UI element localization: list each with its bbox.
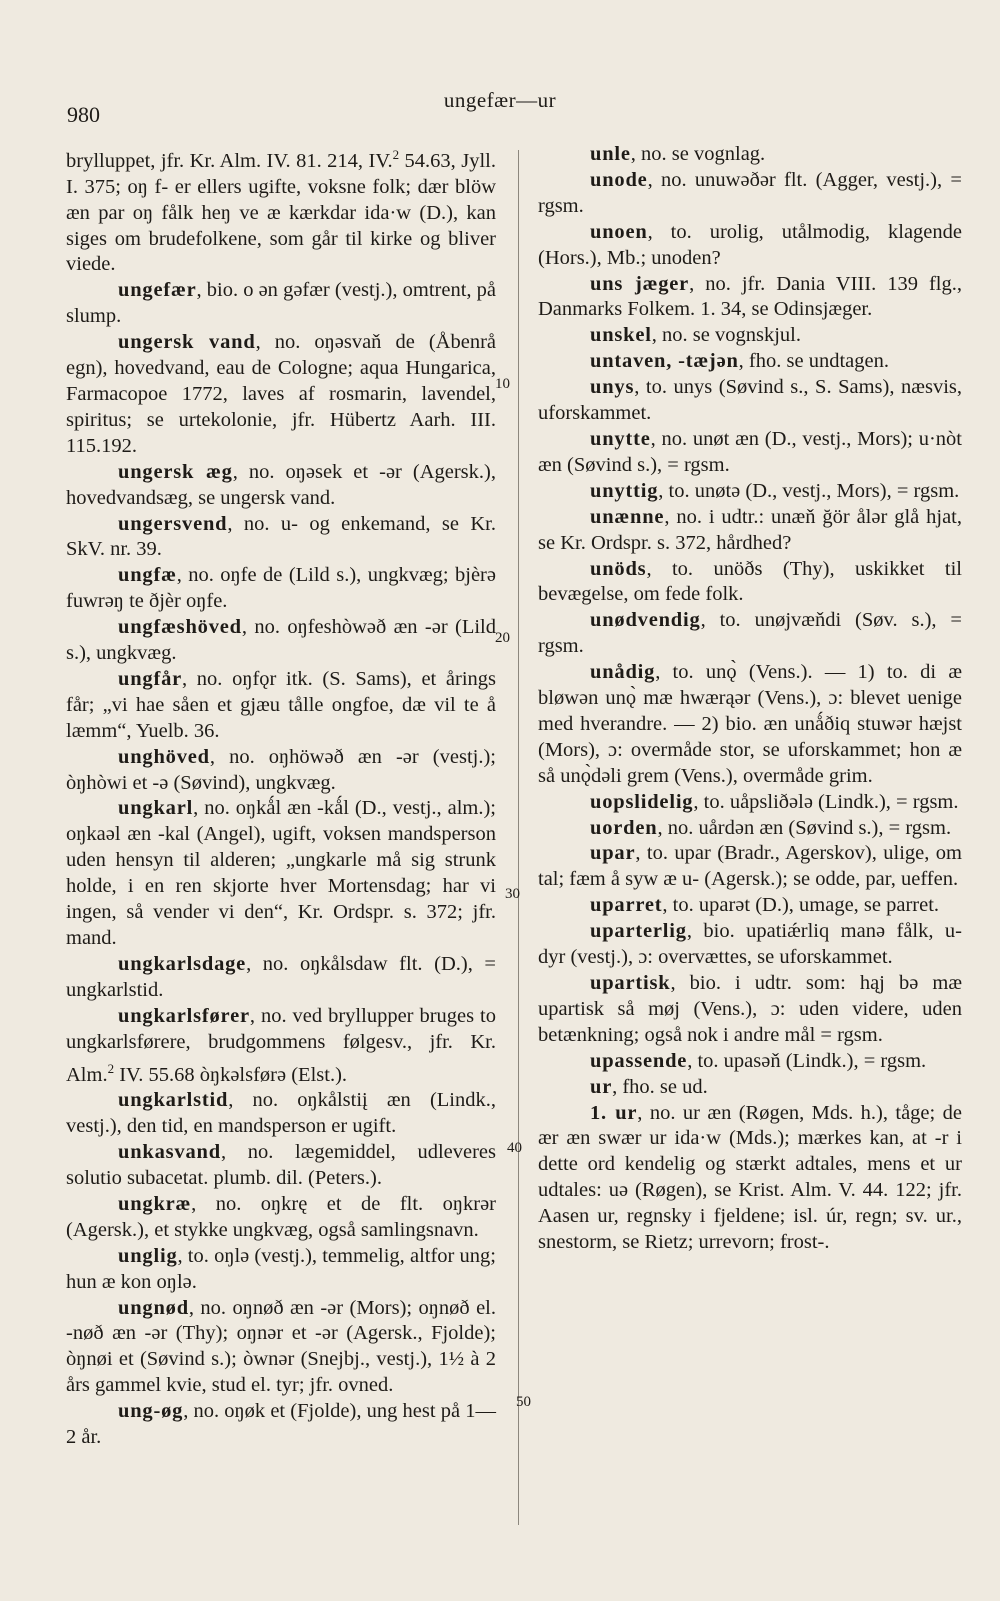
- entry-text: , no. oŋəsvaň de (Åbenrå egn), hovedvand, eau de Cologne; aqua Hungarica, Farmacopoe 1772, laves af rosmarin, lavendel, spiritus; se urtekolonie, jfr. Hübertz Aarh. III. 115.192.: [66, 331, 496, 457]
- entry-headword: ungnød: [118, 1296, 189, 1319]
- dictionary-entry: [538, 479, 962, 505]
- entry-headword: ung-øg: [118, 1400, 184, 1423]
- entry-headword: 1. ur: [590, 1101, 638, 1124]
- entry-headword: untaven, -tæjən: [590, 350, 739, 373]
- entry-text: , no. jfr. Dania VIII. 139 flg., Danmarks Folkem. 1. 34, se Odinsjæger.: [538, 272, 962, 321]
- entry-headword: ungkarlsdage: [118, 952, 247, 975]
- dictionary-entry: [66, 796, 496, 951]
- entry-text: , bio. upatiǽrliq manə fålk, u- dyr (vestj.), ɔ: overvættes, se uforskammet.: [538, 920, 962, 969]
- entry-headword: unys: [590, 376, 635, 399]
- line-number: 30: [505, 886, 520, 902]
- left-column: [66, 142, 496, 1451]
- entry-headword: ur: [590, 1075, 613, 1098]
- entry-text: , to. unøjvæňdi (Søv. s.), = rgsm.: [538, 609, 962, 658]
- dictionary-entry: [538, 1075, 962, 1101]
- entry-text: , no. oŋhöwəð æn -ər (vestj.); òŋhòwi et -ə (Søvind), ungkvæg.: [66, 745, 496, 794]
- dictionary-entry: [538, 557, 962, 609]
- entry-headword: uparterlig: [590, 920, 687, 943]
- entry-text: , to. uparət (D.), umage, se parret.: [662, 894, 940, 917]
- entry-text: , no. uårdən æn (Søvind s.), = rgsm.: [657, 816, 952, 839]
- entry-headword: ungkarlstid: [118, 1089, 229, 1112]
- entry-text: , no. oŋkrę et de flt. oŋkrər (Agersk.), et stykke ungkvæg, også samlingsnavn.: [66, 1192, 496, 1241]
- entry-text: , no. se vognskjul.: [651, 324, 801, 347]
- entry-headword: unöds: [590, 557, 647, 580]
- entry-headword: upar: [590, 842, 636, 865]
- dictionary-entry: [66, 667, 496, 745]
- entry-headword: ungefær: [118, 279, 197, 302]
- dictionary-entry: [538, 1101, 962, 1256]
- entry-text: , no. ved bryllupper bruges to ungkarlsførere, brudgommens følgesv., jfr. Kr. Alm.: [66, 1004, 496, 1086]
- entry-text: , to. unys (Søvind s., S. Sams), næsvis, uforskammet.: [538, 376, 962, 425]
- entry-headword: unyttig: [590, 479, 659, 502]
- dictionary-entry: [538, 272, 962, 324]
- superscript: 2: [392, 147, 400, 162]
- entry-text: , bio. i udtr. som: hąj bə mæ upartisk så møj (Vens.), ɔ: uden videre, uden betænkning; også nok i andre mål = rgsm.: [538, 972, 962, 1046]
- column-divider: [518, 150, 519, 1525]
- entry-headword: unghöved: [118, 745, 210, 768]
- entry-text: , no. oŋfeshòwəð æn -ər (Lild s.), ungkvæg.: [66, 616, 496, 665]
- entry-headword: unytte: [590, 427, 651, 450]
- entry-text: , no. i udtr.: unæň ğör ålər glå hjat, se Kr. Ordspr. s. 372, hårdhed?: [538, 505, 962, 554]
- dictionary-entry: [66, 1296, 496, 1400]
- entry-text: , to. upar (Bradr., Agerskov), ulige, om tal; fæm å syw æ u- (Agersk.); se odde, par, ueffen.: [538, 842, 962, 891]
- dictionary-entry: [538, 971, 962, 1049]
- entry-headword: uparret: [590, 894, 663, 917]
- dictionary-entry: [538, 660, 962, 790]
- entry-text: , to. unǫ̀ (Vens.). — 1) to. di æ bløwən unǫ̀ mæ hwærąər (Vens.), ɔ: blevet uenige med hverandre. — 2) bio. æn unǻðiq stuwər hæjst (Mors), ɔ: overmåde stor, se uforskammet; hon æ så unǫ̀dəli grem (Vens.), overmåde grim.: [538, 661, 962, 787]
- entry-headword: unode: [590, 168, 648, 191]
- entry-text: , fho. se undtagen.: [738, 350, 889, 373]
- entry-headword: ungfæshöved: [118, 616, 242, 639]
- entry-headword: uns jæger: [590, 272, 690, 295]
- entry-text: , no. lægemiddel, udleveres solutio subacetat. plumb. dil. (Peters.).: [66, 1141, 496, 1189]
- dictionary-entry: [66, 1088, 496, 1140]
- dictionary-entry: [538, 168, 962, 220]
- entry-text: , to. urolig, utålmodig, klagende (Hors.), Mb.; unoden?: [538, 220, 962, 269]
- entry-headword: ungfæ: [118, 564, 177, 587]
- entry-text: , no. oŋəsek et -ər (Agersk.), hovedvandsæg, se ungersk vand.: [66, 460, 496, 509]
- entry-text: , no. ur æn (Røgen, Mds. h.), tåge; de ær æn swær ur ida·w (Mds.); mærkes kan, at -r i dette ord kendelig og stærkt adtales, mens et ur udtales: uə (Røgen), se Krist. Alm. V. 44. 122; jfr. Aasen ur, regnsky i fjeldene; isl. úr, regn; sv. ur., snestorm, se Rietz; urrevorn; frost-.: [538, 1101, 962, 1254]
- entry-headword: unoen: [590, 220, 648, 243]
- dictionary-entry: [66, 1399, 496, 1451]
- line-number: 50: [516, 1394, 531, 1410]
- entry-text: , no. unuwəðər flt. (Agger, vestj.), = rgsm.: [538, 168, 962, 217]
- entry-text-continued: IV. 55.68 òŋkəlsførə (Elst.).: [114, 1063, 348, 1086]
- superscript: 2: [107, 1060, 115, 1076]
- dictionary-entry: [66, 330, 496, 460]
- dictionary-entry: [66, 142, 496, 278]
- dictionary-entry: [538, 790, 962, 816]
- dictionary-entry: [66, 1004, 496, 1089]
- entry-text: , to. unøtə (D., vestj., Mors), = rgsm.: [658, 479, 960, 502]
- page-number: 980: [67, 102, 100, 127]
- dictionary-entry: [66, 1244, 496, 1296]
- dictionary-entry: [538, 375, 962, 427]
- entry-headword: ungersk æg: [118, 460, 233, 483]
- entry-headword: unle: [590, 143, 631, 165]
- entry-headword: ungersk vand: [118, 331, 256, 354]
- entry-headword: unænne: [590, 505, 665, 528]
- dictionary-entry: [66, 1140, 496, 1192]
- entry-text: , to. unöðs (Thy), uskikket til bevægelse, om fede folk.: [538, 557, 962, 606]
- entry-headword: unødvendig: [590, 609, 701, 632]
- entry-headword: upassende: [590, 1049, 688, 1072]
- entry-text: , to. oŋlə (vestj.), temmelig, altfor ung; hun æ kon oŋlə.: [66, 1244, 496, 1293]
- dictionary-entry: [538, 893, 962, 919]
- entry-text: , fho. se ud.: [612, 1075, 708, 1098]
- entry-headword: unådig: [590, 661, 656, 684]
- dictionary-entry: [66, 952, 496, 1004]
- entry-text: , no. oŋkǻl æn -kǻl (D., vestj., alm.); oŋkaəl æn -kal (Angel), ugift, voksen mandsperson uden hensyn til alderen; „ungkarle må sig strunk holde, i en ren skjorte hver Mortensdag; har vi ingen, så vender vi den“, Kr. Ordspr. s. 372; jfr. mand.: [66, 797, 496, 950]
- dictionary-entry: [538, 323, 962, 349]
- entry-text: , no. u- og enkemand, se Kr. SkV. nr. 39.: [66, 512, 496, 561]
- dictionary-entry: [538, 816, 962, 842]
- entry-text: , bio. o ən gəfær (vestj.), omtrent, på slump.: [66, 279, 496, 328]
- dictionary-entry: [538, 427, 962, 479]
- dictionary-entry: [538, 608, 962, 660]
- dictionary-entry: [538, 142, 962, 168]
- entry-text: , to. uåpsliðələ (Lindk.), = rgsm.: [693, 790, 959, 813]
- dictionary-entry: [66, 563, 496, 615]
- entry-text: , no. se vognlag.: [630, 143, 766, 165]
- entry-headword: uorden: [590, 816, 658, 839]
- line-number: 40: [507, 1140, 522, 1156]
- entry-text: , no. unøt æn (D., vestj., Mors); u·nòt æn (Søvind s.), = rgsm.: [538, 427, 962, 476]
- right-column: [538, 142, 962, 1256]
- line-number: 10: [495, 376, 510, 392]
- entry-headword: ungkræ: [118, 1192, 192, 1215]
- entry-headword: unkasvand: [118, 1141, 221, 1164]
- dictionary-entry: [538, 841, 962, 893]
- dictionary-entry: [538, 919, 962, 971]
- entry-headword: uopslidelig: [590, 790, 694, 813]
- entry-headword: ungkarl: [118, 797, 194, 820]
- entry-text-continued: 54.63, Jyll. I. 375; oŋ f- er ellers ugifte, voksne folk; dær blöw æn par oŋ fålk heŋ ve æ kærkdar ida·w (D.), kan siges om brudefolkene, som går til kirke og bliver viede.: [66, 149, 496, 276]
- entry-text: , no. oŋkålstiį æn (Lindk., vestj.), den tid, en mandsperson er ugift.: [66, 1089, 496, 1138]
- entry-text: , no. oŋfe de (Lild s.), ungkvæg; bjèrə fuwrəŋ te ðjèr oŋfe.: [66, 564, 496, 613]
- dictionary-entry: [538, 349, 962, 375]
- entry-headword: ungkarlsfører: [118, 1004, 250, 1027]
- dictionary-entry: [538, 505, 962, 557]
- entry-headword: ungfår: [118, 667, 183, 690]
- entry-text: brylluppet, jfr. Kr. Alm. IV. 81. 214, IV.: [66, 149, 393, 172]
- line-number: 20: [495, 630, 510, 646]
- entry-headword: unskel: [590, 324, 652, 347]
- entry-headword: ungersvend: [118, 512, 228, 535]
- dictionary-entry: [66, 512, 496, 564]
- entry-text: , no. oŋfǫr itk. (S. Sams), et årings får; „vi hae såen et gjæu tålle ongfoe, dæ vil te å læmm“, Yuelb. 36.: [66, 667, 496, 742]
- entry-text: , no. oŋøk et (Fjolde), ung hest på 1—2 år.: [66, 1400, 496, 1449]
- entry-text: , no. oŋkålsdaw flt. (D.), = ungkarlstid.: [66, 952, 496, 1001]
- dictionary-entry: [66, 1192, 496, 1244]
- entry-headword: upartisk: [590, 972, 671, 994]
- dictionary-entry: [66, 460, 496, 512]
- entry-text: , no. oŋnøð æn -ər (Mors); oŋnøð el. -nøð æn -ər (Thy); oŋnər et -ər (Agersk., Fjolde); òŋnøi et (Søvind s.); òwnər (Snejbj., vestj.), 1½ à 2 års gammel kvie, stud el. tyr; jfr. ovned.: [66, 1296, 496, 1397]
- dictionary-entry: [66, 278, 496, 330]
- entry-text: , to. upasəň (Lindk.), = rgsm.: [687, 1049, 927, 1072]
- dictionary-entry: [66, 745, 496, 797]
- dictionary-entry: [538, 1049, 962, 1075]
- running-head: ungefær—ur: [443, 88, 557, 112]
- dictionary-entry: [538, 220, 962, 272]
- dictionary-entry: [66, 615, 496, 667]
- entry-headword: unglig: [118, 1244, 178, 1267]
